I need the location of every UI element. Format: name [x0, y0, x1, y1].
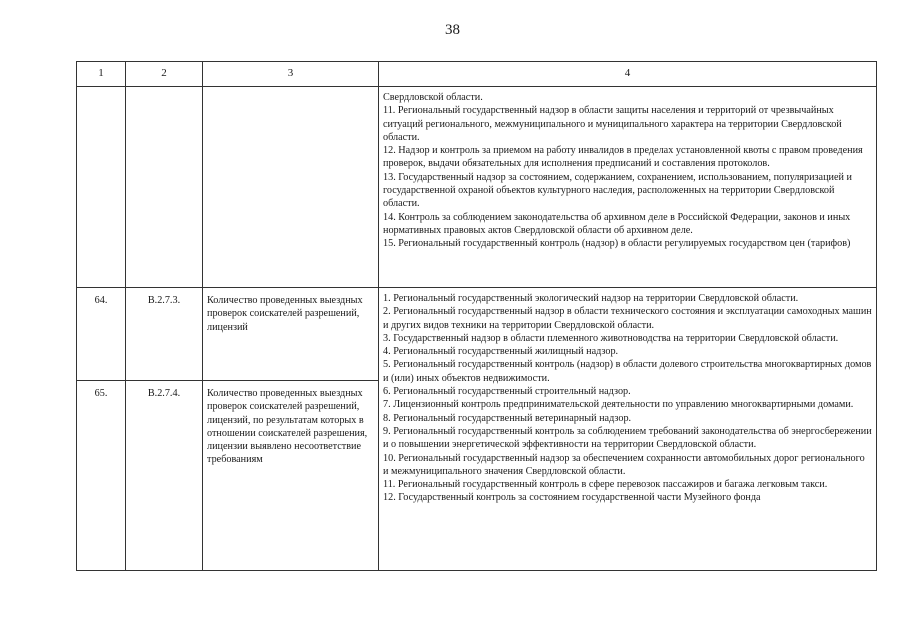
row-65-num: 65.: [77, 381, 126, 571]
list-item: 1. Региональный государственный экологический надзор на территории Свердловской области.: [383, 293, 799, 304]
header-col-3: 3: [203, 62, 379, 87]
header-col-4: 4: [379, 62, 877, 87]
list-item: 5. Региональный государственный контроль (надзор) в области долевого строительства многоквартирных домов и (или) иных объектов недвижимости.: [383, 359, 872, 384]
list-item: 11. Региональный государственный надзор в области защиты населения и территорий от чрезвычайных ситуаций регионального, межмуниципального и муниципального характера на территории Свердловской области.: [383, 105, 842, 143]
list-item: 10. Региональный государственный надзор за обеспечением сохранности автомобильных дорог регионального и межмуниципального значения Свердловской области.: [383, 452, 865, 477]
list-item: 4. Региональный государственный жилищный надзор.: [383, 346, 619, 358]
list-item: 12. Надзор и контроль за приемом на работу инвалидов в пределах установленной квоты с правом проведения проверок, выдачи обязательных для исполнения предписаний и составления протоколов.: [383, 145, 863, 170]
page-number: 38: [445, 22, 460, 38]
list-item: Свердловской области.: [383, 92, 483, 103]
list-item: 14. Контроль за соблюдением законодательства об архивном деле в Российской Федерации, законов и иных нормативных правовых актов Свердловской области об архивном деле.: [383, 211, 851, 236]
row-64-description: Количество проведенных выездных проверок соискателей разрешений, лицензий: [203, 288, 379, 381]
continuation-code-cell: [126, 87, 203, 288]
table-header-row: [77, 62, 877, 87]
header-col-1: 1: [77, 62, 126, 87]
list-item: 12. Государственный контроль за состоянием государственной части Музейного фонда: [383, 492, 761, 504]
row-65-description: Количество проведенных выездных проверок соискателей разрешений, лицензий, по результатам которых в отношении соискателей разрешения, лицензии выявлено несоответствие требованиям: [203, 381, 379, 571]
row-64-num: 64.: [77, 288, 126, 381]
table-row-continuation: [77, 87, 877, 288]
list-item: 8. Региональный государственный ветеринарный надзор.: [383, 412, 632, 424]
list-item: 15. Региональный государственный контроль (надзор) в области регулируемых государством цен (тарифов): [383, 238, 851, 250]
row-64-code: В.2.7.3.: [126, 288, 203, 381]
list-item: 7. Лицензионный контроль предпринимательской деятельности по управлению многоквартирными домами.: [383, 399, 854, 411]
continuation-list-cell: [379, 87, 877, 288]
continuation-desc-cell: [203, 87, 379, 288]
document-table: [76, 61, 877, 571]
continuation-num-cell: [77, 87, 126, 288]
list-item: 3. Государственный надзор в области племенного животноводства на территории Свердловской области.: [383, 332, 839, 344]
list-item: 9. Региональный государственный контроль за соблюдением требований законодательства об энергосбережении и о повышении энергетической эффективности на территории Свердловской области.: [383, 425, 872, 451]
row-65-code: В.2.7.4.: [126, 381, 203, 571]
list-item: 6. Региональный государственный строительный надзор.: [383, 386, 631, 398]
shared-list-cell: [379, 288, 877, 571]
header-col-2: 2: [126, 62, 203, 87]
list-item: 13. Государственный надзор за состоянием, содержанием, сохранением, использованием, популяризацией и государственной охраной объектов культурного наследия, расположенных на территории Свердловской области.: [383, 171, 852, 210]
list-item: 2. Региональный государственный надзор в области технического состояния и эксплуатации самоходных машин и других видов техники на территории Свердловской области.: [383, 306, 872, 331]
list-item: 11. Региональный государственный контроль в сфере перевозок пассажиров и багажа легковым такси.: [383, 479, 828, 491]
table-row-64: [77, 288, 877, 381]
